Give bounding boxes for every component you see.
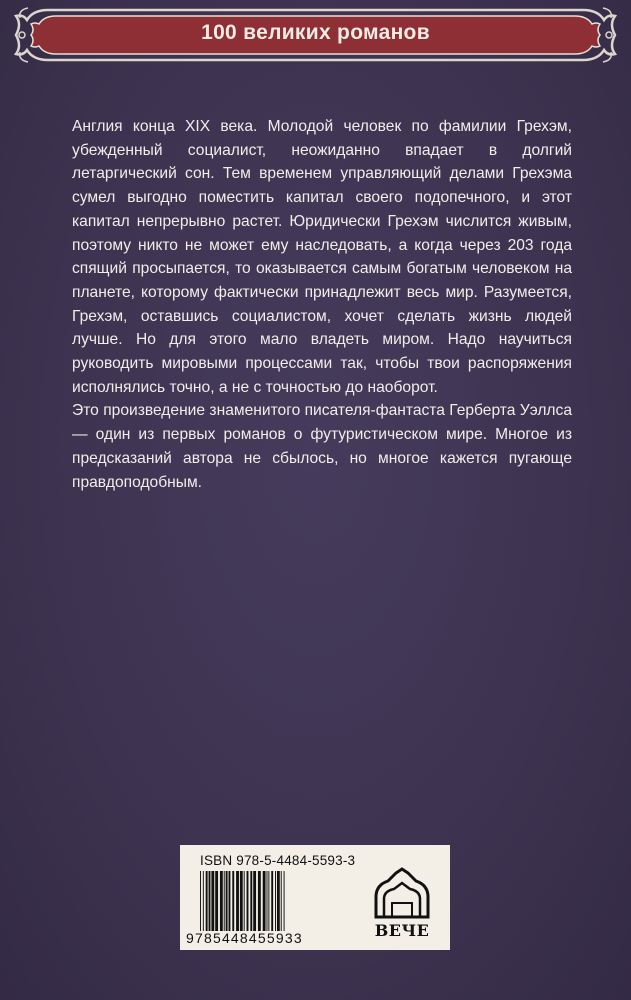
barcode-bar (236, 871, 239, 931)
annotation-paragraph: Это произведение знаменитого писателя-фантаста Герберта Уэллса — один из первых романов о футуристическом мире. Многое из предсказаний автора не сбылось, но многое кажется пугающе правдоподобным. (72, 402, 572, 491)
barcode-bar (224, 871, 225, 931)
barcode-bar (275, 871, 276, 931)
barcode-bar (258, 871, 261, 931)
isbn-label: ISBN 978-5-4484-5593-3 (200, 853, 356, 868)
barcode-bar (277, 871, 280, 931)
barcode-bar (240, 871, 243, 931)
barcode-bar (206, 871, 208, 931)
barcode-bar (226, 871, 228, 931)
barcode-bar (267, 871, 268, 931)
barcode-bar (281, 871, 282, 931)
barcode-bar (229, 871, 231, 931)
barcode-bar (247, 871, 249, 931)
barcode-bar (271, 871, 273, 931)
annotation-text (72, 115, 572, 494)
series-banner (8, 4, 623, 66)
barcode-panel (180, 845, 450, 950)
barcode-bar (253, 871, 256, 931)
barcode-icon (198, 871, 356, 931)
barcode-bar (203, 871, 204, 931)
barcode-bar (250, 871, 252, 931)
barcode-bar (244, 871, 245, 931)
barcode-number: 9785448455933 (186, 930, 303, 946)
barcode-bar (200, 871, 201, 931)
barcode-bar (220, 871, 223, 931)
series-title: 100 великих романов (201, 21, 430, 44)
barcode-bar (211, 871, 214, 931)
barcode-bar (232, 871, 234, 931)
barcode-bar (209, 871, 211, 931)
barcode-bar (263, 871, 266, 931)
annotation-paragraph: Англия конца XIX века. Молодой человек по фамилии Грехэм, убежденный социалист, неожиданно впадает в долгий летаргический сон. Тем временем управляющий делами Грехэма сумел выгодно поместить капитал своего подопечного, и этот капитал непрерывно растет. Юридически Грехэм числится живым, поэтому никто не может ему наследовать, а когда через 203 года спящий просыпается, то оказывается самым богатым человеком на планете, которому фактически принадлежит весь мир. Разумеется, Грехэм, оставшись социалистом, хочет сделать жизнь людей лучше. Но для этого мало владеть миром. Надо научиться руководить мировыми процессами так, чтобы твои распоряжения исполнялись точно, а не с точностью до наоборот. (72, 118, 572, 396)
barcode-bar (284, 871, 285, 931)
barcode-bar (215, 871, 218, 931)
barcode-bar (268, 871, 269, 931)
publisher-name: ВЕЧЕ (374, 921, 430, 940)
